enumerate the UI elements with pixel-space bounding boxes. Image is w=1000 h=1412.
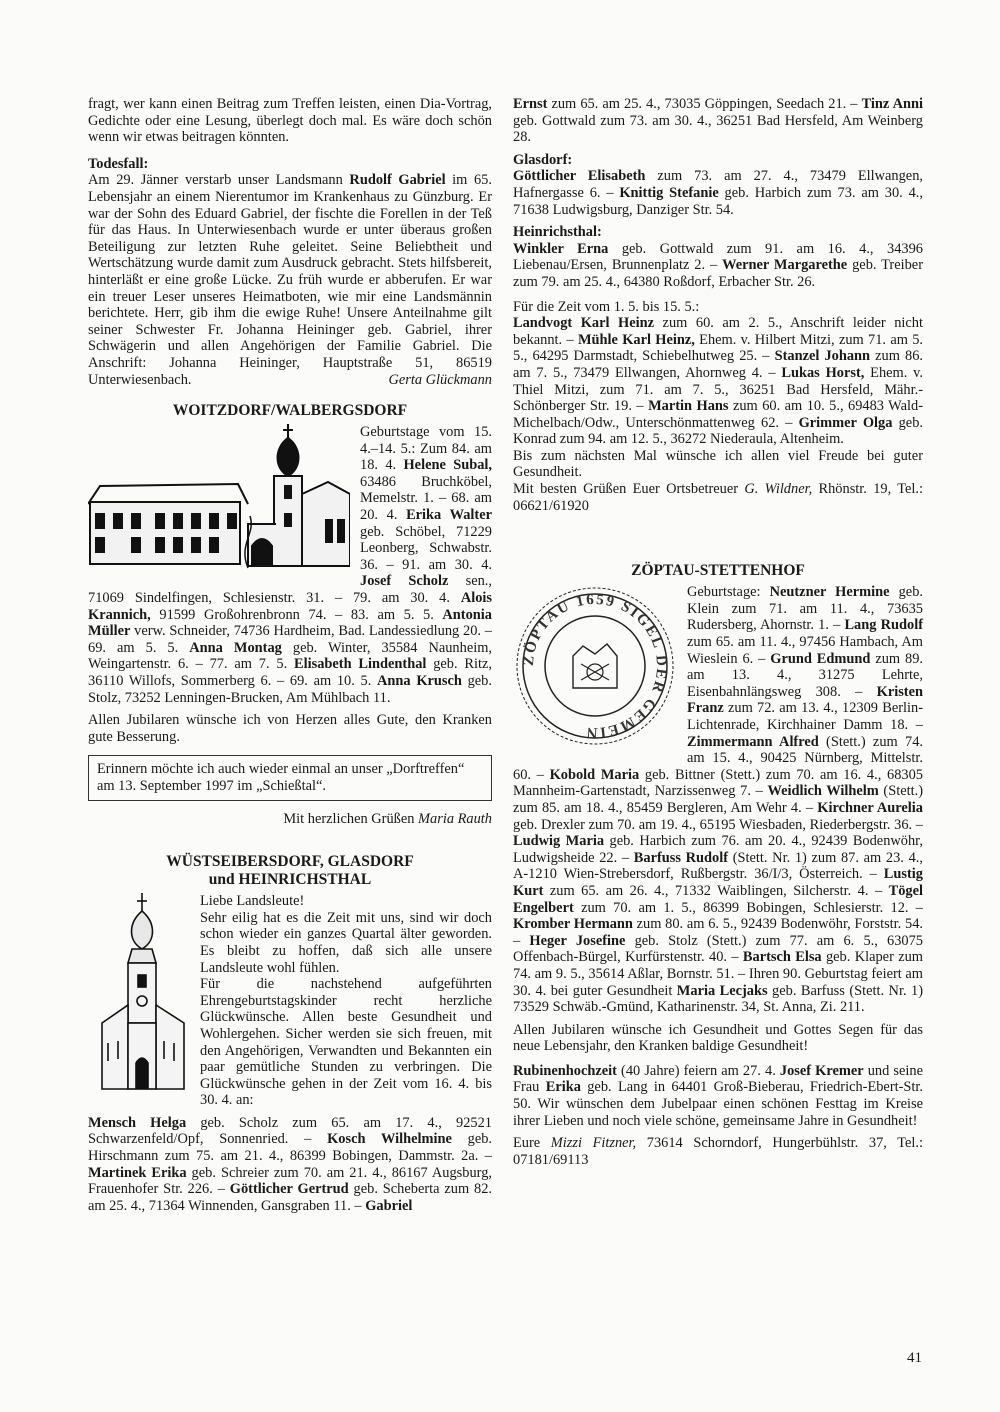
bold-name: Antonia Müller [88, 606, 492, 640]
bold-name: Gabriel [365, 1197, 413, 1214]
bold-name: Kromber Hermann [513, 916, 633, 933]
zoeptau-title: ZÖPTAU-STETTENHOF [631, 562, 805, 580]
bold-name: Heger Josefine [529, 932, 626, 949]
bold-name: Göttlicher Elisabeth [513, 168, 646, 185]
zoeptau-birthdays: Geburtstage: Neutzner Hermine geb. Klein zum 71. am 11. 4., 73635 Rudersberg, Ahornstr. 1. – Lang Rudolf zum 65. am 11. 4., 97456 Hambach, Am Wieslein 6. – Grund Edmund zum 89. am 13. 4., 31275 Lehrte, Eisenbahnlängsweg 308. – Kristen Franz zum 72. am 13. 4., 12309 Berlin-Lichtenrade, Kirchhainer Damm 18. – Zimmermann Alfred (Stett.) zum 74. am 15. 4., 90425 Nürnberg, Mittelstr. 60. – Kobold Maria geb. Bittner (Stett.) zum 70. am 16. 4., 68305 Mannheim-Gartenstadt, Narzissenweg 7. – Weidlich Wilhelm (Stett.) zum 85. am 18. 4., 85459 Bergleren, Am Wehr 4. – Kirchner Aurelia geb. Drexler zum 70. am 19. 4., 65195 Wiesbaden, Riederbergstr. 36. – Ludwig Maria geb. Harbich zum 76. am 20. 4., 92439 Bodenwöhr, Ludwigsheide 22. – Barfuss Rudolf (Stett. Nr. 1) zum 87. am 23. 4., A-1210 Wien-Strebersdorf, Rußbergstr. 36/I/3, Österreich. – Lustig Kurt zum 65. am 26. 4., 71332 Waiblingen, Silcherstr. 4. – Tögel Engelbert zum 70. am 1. 5., 86399 Bobingen, Schlesierstr. 12. – Kromber Hermann zum 80. am 6. 5., 92439 Bodenwöhr, Forststr. 54. – Heger Josefine geb. Stolz (Stett.) zum 77. am 6. 5., 63075 Offenbach-Bürgel, Kurfürstenstr. 40. – Bartsch Elsa geb. Klaper zum 74. am 9. 5., 35614 Aßlar, Bornstr. 51. – Ihren 90. Geburtstag feiert am 30. 4. bei guter Gesundheit Maria Lecjaks geb. Barfuss (Stett. Nr. 1) 73529 Schwäb.-Gmünd, Katharinenstr. 34, St. Anna, Zi. 211. [513, 584, 924, 1016]
page-number: 41 [907, 1350, 922, 1366]
may-birthdays: Landvogt Karl Heinz zum 60. am 2. 5., Anschrift leider nicht bekannt. – Mühle Karl Heinz, Ehem. v. Hilbert Mitzi, zum 71. am 5. 5., 64295 Darmstadt, Schiebelhutweg 25. – Stanzel Johann zum 86. am 7. 5., 73479 Ellwangen, Ahornweg 4. – Lukas Horst, Ehem. v. Thiel Mitzi, zum 71. am 7. 5., 36251 Bad Hersfeld, Mähr.-Schönberger Str. 19. – Martin Hans zum 60. am 10. 5., 69483 Wald-Michelbach/Odw., Unterschönmattenweg 62. – Grimmer Olga geb. Konrad zum 94. am 12. 5., 36272 Niederaula, Altenheim. [513, 315, 923, 448]
woitzdorf-wishes: Allen Jubilaren wünsche ich von Herzen alles Gute, den Kranken gute Besserung. [88, 712, 492, 745]
bold-name: Anna Krusch [377, 673, 462, 689]
bold-name: Anna Montag [189, 639, 282, 656]
rubinenhochzeit: Rubinenhochzeit (40 Jahre) feiern am 27. 4. Josef Kremer und seine Frau Erika geb. Lang in 64401 Groß-Bieberau, Friedrich-Ebert-Str. 50. Wir wünschen dem Jubelpaar einen schönen Festtag im Kreise ihrer Lieben und noch viele schöne, gemeinsame Jahre in Gesundheit! [513, 1062, 923, 1129]
bold-name: Martin Hans [648, 398, 729, 415]
wildner-greeting: Mit besten Grüßen Euer Ortsbetreuer G. Wildner, Rhönstr. 19, Tel.: 06621/61920 [513, 481, 923, 514]
bold-name: Barfuss Rudolf [633, 849, 729, 866]
bold-name: Kobold Maria [549, 766, 640, 783]
left-column [88, 96, 492, 1220]
wuest-birthdays: Mensch Helga geb. Scholz zum 65. am 17. 4., 92521 Schwarzenfeld/Opf, Sonnenried. – Kosch Wilhelmine geb. Hirschmann zum 75. am 21. 4., 86399 Bobingen, Dammstr. 2a. – Martinek Erika geb. Schreier zum 70. am 21. 4., 86167 Augsburg, Frauenhofer Str. 226. – Göttlicher Gertrud geb. Scheberta zum 82. am 25. 4., 71364 Winnenden, Gansgraben 11. – Gabriel [88, 1114, 493, 1214]
bold-name: Grund Edmund [770, 650, 871, 667]
bold-name: Kosch Wilhelmine [327, 1131, 452, 1148]
glasdorf-heading: Glasdorf: [513, 151, 573, 168]
bold-name: Zimmermann Alfred [687, 733, 819, 750]
bold-name: Winkler Erna [513, 240, 609, 257]
zoeptau-wishes: Allen Jubilaren wünsche ich Gesundheit und Gottes Segen für das neue Lebensjahr, den Kranken baldige Gesundheit! [513, 1021, 923, 1055]
bold-name: Stanzel Johann [774, 348, 871, 365]
bold-name: Lang Rudolf [844, 617, 923, 634]
bold-name: Lukas Horst, [781, 364, 865, 381]
woitzdorf-birthdays: Geburtstage vom 15. 4.–14. 5.: Zum 84. am 18. 4. Helene Subal, 63486 Bruchköbel, Memelstr. 1. – 68. am 20. 4. Erika Walter geb. Schöbel, 71229 Leonberg, Schwabstr. 36. – 91. am 30. 4. Josef Scholz sen., 71069 Sindelfingen, Schlesienstr. 31. – 79. am 30. 4. Alois Krannich, 91599 Großohrenbronn 74. – 83. am 5. 5. Antonia Müller verw. Schneider, 74736 Hardheim, Bad. Landessiedlung 20. – 69. am 5. 5. Anna Montag geb. Winter, 35584 Naunheim, Weingartenstr. 6. – 77. am 7. 5. Elisabeth Lindenthal geb. Ritz, 36110 Willofs, Sommerberg 6. – 69. am 10. 5. Anna Krusch geb. Stolz, 73252 Lenningen-Brucken, Am Mühlbach 11. [88, 424, 492, 706]
glasdorf-birthdays: Göttlicher Elisabeth zum 73. am 27. 4., 73479 Ellwangen, Hafnergasse 6. – Knittig Stefanie geb. Harbich zum 73. am 30. 4., 71638 Ludwigsburg, Danziger Str. 54. [513, 168, 923, 218]
todesfall-signature: Gerta Glückmann [388, 371, 492, 388]
bold-name: Erika [545, 1079, 581, 1096]
bold-name: Mensch Helga [88, 1114, 187, 1131]
bold-name: Josef Kremer [779, 1062, 864, 1079]
heinrichsthal-heading: Heinrichsthal: [513, 224, 602, 241]
deceased-name: Rudolf Gabriel [349, 172, 446, 189]
bold-name: Tinz Anni [861, 96, 923, 112]
todesfall-paragraph: Am 29. Jänner verstarb unser Landsmann Rudolf Gabriel im 65. Lebensjahr an einem Nierentumor im Krankenhaus zu Günzburg. Er war der Sohn des Eduard Gabriel, der fischte die Forellen in der Teß für das Haus. In Unterwiesenbach wurde er unter überaus großen Beteiligung zur letzten Ruhe geleitet. Seine Beliebtheit und Wertschätzung wurde damit zum Ausdruck gebracht. Stets hilfsbereit, hinterläßt er eine große Lücke. Zu früh wurde er abberufen. Er war ein treuer Leser unseres Heimatboten, wie mir eine Landsmännin berichtete. Herr, gib ihm die ewige Ruhe! Unsere Anteilnahme gilt seiner Schwester Fr. Johanna Heininger geb. Gabriel, ihrer Schwägerin und allen Angehörigen der Familie Gabriel. Die Anschrift: Johanna Heininger, Hauptstraße 51, 86519 Unterwiesenbach. Gerta Glückmann [88, 172, 492, 388]
bold-name: Werner Margarethe [722, 257, 848, 274]
bold-name: Alois Krannich, [88, 590, 492, 623]
todesfall-heading: Todesfall: [88, 155, 149, 172]
bold-name: Tögel Engelbert [513, 882, 923, 916]
bold-name: Göttlicher Gertrud [229, 1181, 349, 1198]
bold-name: Ernst [513, 96, 548, 112]
dorftreffen-notice: Erinnern möchte ich auch wieder einmal an unser „Dorftreffen“ am 13. September 1997 im „Schießtal“. [88, 755, 492, 800]
zoeptau-seal [513, 584, 677, 748]
woitzdorf-title: WOITZDORF/WALBERGSDORF [172, 402, 408, 420]
svg-text:ZÖPTAU 1659 SIGEL DER GEMEIN [521, 592, 670, 740]
bold-name: Elisabeth Lindenthal [294, 656, 427, 673]
bold-name: Mühle Karl Heinz, [577, 331, 695, 348]
heinrichsthal-birthdays: Winkler Erna geb. Gottwald zum 91. am 16. 4., 34396 Liebenau/Ersen, Brunnenplatz 2. – Werner Margarethe geb. Treiber zum 79. am 25. 4., 64380 Roßdorf, Erbacher Str. 26. [513, 240, 923, 290]
bold-name: Grimmer Olga [798, 414, 893, 431]
bold-name: Rubinenhochzeit [513, 1062, 617, 1079]
bold-name: Maria Lecjaks [676, 982, 768, 999]
bold-name: Bartsch Elsa [742, 949, 822, 966]
wuest-continued: Ernst zum 65. am 25. 4., 73035 Göppingen, Seedach 21. – Tinz Anni geb. Gottwald zum 73. am 30. 4., 36251 Bad Hersfeld, Am Weinberg 28. [513, 96, 923, 146]
wuest-intro: Liebe Landsleute! Sehr eilig hat es die Zeit mit uns, sind wir doch schon wieder ein ganzes Quartal älter geworden. Es bleibt zu hoffen, daß sich alle unsere Landsleute wohl fühlen. Für die nachstehend aufgeführten Ehrengeburtstagskinder recht herzliche Glückwünsche. Allen beste Gesundheit und Wohlergehen. Sicher werden sie sich freuen, mit den Angehörigen, Verwandten und Bekannten ein paar gemütliche Stunden zu verbringen. Die Glückwünsche gehen in der Zeit vom 16. 4. bis 30. 4. an: [200, 893, 492, 1109]
bold-name: Martinek Erika [88, 1164, 187, 1181]
bold-name: Neutzner Hermine [769, 584, 890, 601]
rauth-greeting: Mit herzlichen Grüßen Maria Rauth [283, 810, 492, 827]
intro-paragraph: fragt, wer kann einen Beitrag zum Treffen leisten, einen Dia-Vortrag, Gedichte oder eine Lesung, überlegt doch mal. Es wäre doch schön wenn wir etwas beitragen könnten. [88, 96, 492, 146]
may-period-heading: Für die Zeit vom 1. 5. bis 15. 5.: [513, 298, 700, 315]
bold-name: Weidlich Wilhelm [767, 783, 879, 800]
seal-inscription: ZÖPTAU 1659 SIGEL DER GEMEIN [520, 592, 670, 741]
bold-name: Ludwig Maria [513, 833, 605, 850]
right-column [513, 96, 923, 1174]
bold-name: Kristen Franz [687, 683, 923, 717]
bold-name: Helene Subal, [403, 457, 492, 474]
church-illustration [88, 424, 350, 572]
bold-name: Lustig Kurt [513, 866, 923, 899]
wuestseibersdorf-title: WÜSTSEIBERSDORF, GLASDORF und HEINRICHSTHAL [166, 853, 414, 889]
bold-name: Landvogt Karl Heinz [513, 315, 655, 332]
bold-name: Knittig Stefanie [619, 184, 719, 201]
bis-nachstes-mal: Bis zum nächsten Mal wünsche ich allen viel Freude bei guter Gesundheit. [513, 447, 923, 481]
bold-name: Kirchner Aurelia [817, 799, 923, 816]
fitzner-greeting: Eure Mizzi Fitzner, 73614 Schorndorf, Hungerbühlstr. 37, Tel.: 07181/69113 [513, 1135, 923, 1168]
bold-name: Josef Scholz [360, 573, 449, 590]
chapel-illustration [98, 893, 190, 1093]
bold-name: Erika Walter [406, 507, 492, 524]
